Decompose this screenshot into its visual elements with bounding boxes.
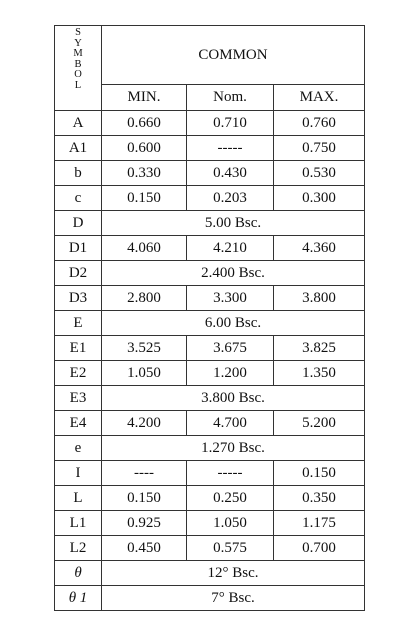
table-row [55,186,365,211]
common-header: COMMON [102,26,365,85]
nom-column-header: Nom. [187,85,274,111]
symbol-cell: b [55,161,102,186]
symbol-header-letter: S [75,27,81,38]
max-value-cell: 3.825 [274,336,365,361]
table-row [55,486,365,511]
symbol-header-letter: L [74,79,82,91]
min-column-header: MIN. [102,85,187,111]
min-value-cell: ---- [102,461,187,486]
min-value-cell: 4.060 [102,236,187,261]
symbol-cell: A [55,111,102,136]
table-row [55,586,365,611]
table-row [55,161,365,186]
max-value-cell: 3.800 [274,286,365,311]
nom-value-cell: 1.200 [187,361,274,386]
max-value-cell: 0.750 [274,136,365,161]
table-row [55,386,365,411]
symbol-cell: θ 1 [55,586,102,611]
min-value-cell: 0.600 [102,136,187,161]
max-value-cell: 1.350 [274,361,365,386]
symbol-cell: E4 [55,411,102,436]
table-row [55,286,365,311]
symbol-header-letter: M [73,48,83,60]
nom-value-cell: 0.575 [187,536,274,561]
symbol-cell: L [55,486,102,511]
max-value-cell: 1.175 [274,511,365,536]
nom-value-cell: 3.675 [187,336,274,361]
nom-value-cell: ----- [187,461,274,486]
table-row [55,211,365,236]
min-value-cell: 0.150 [102,486,187,511]
table-row [55,236,365,261]
symbol-cell: L1 [55,511,102,536]
table-row [55,436,365,461]
table-row [55,561,365,586]
bsc-value-cell: 3.800 Bsc. [102,386,365,411]
max-value-cell: 0.760 [274,111,365,136]
min-value-cell: 2.800 [102,286,187,311]
symbol-header [55,26,102,111]
bsc-value-cell: 2.400 Bsc. [102,261,365,286]
table-row [55,136,365,161]
subheader-row [55,85,365,111]
table-row [55,461,365,486]
symbol-header-letter: Y [74,37,82,49]
table-row [55,261,365,286]
table-row [55,336,365,361]
min-value-cell: 0.150 [102,186,187,211]
table-row [55,511,365,536]
symbol-cell: c [55,186,102,211]
dimension-table-body [55,26,365,611]
table-row [55,361,365,386]
table-row [55,411,365,436]
symbol-cell: D2 [55,261,102,286]
symbol-cell: e [55,436,102,461]
symbol-cell: E1 [55,336,102,361]
symbol-cell: D [55,211,102,236]
symbol-cell: D1 [55,236,102,261]
max-value-cell: 0.300 [274,186,365,211]
max-column-header: MAX. [274,85,365,111]
nom-value-cell: 1.050 [187,511,274,536]
min-value-cell: 3.525 [102,336,187,361]
nom-value-cell: 0.203 [187,186,274,211]
max-value-cell: 0.150 [274,461,365,486]
nom-value-cell: 4.210 [187,236,274,261]
nom-value-cell: 0.250 [187,486,274,511]
bsc-value-cell: 12° Bsc. [102,561,365,586]
min-value-cell: 4.200 [102,411,187,436]
min-value-cell: 1.050 [102,361,187,386]
symbol-cell: E [55,311,102,336]
nom-value-cell: 0.430 [187,161,274,186]
symbol-cell: A1 [55,136,102,161]
symbol-cell: E3 [55,386,102,411]
nom-value-cell: ----- [187,136,274,161]
min-value-cell: 0.330 [102,161,187,186]
bsc-value-cell: 5.00 Bsc. [102,211,365,236]
max-value-cell: 5.200 [274,411,365,436]
bsc-value-cell: 6.00 Bsc. [102,311,365,336]
bsc-value-cell: 7° Bsc. [102,586,365,611]
nom-value-cell: 4.700 [187,411,274,436]
max-value-cell: 0.530 [274,161,365,186]
symbol-cell: θ [55,561,102,586]
table-row [55,111,365,136]
symbol-cell: L2 [55,536,102,561]
dimension-table [54,25,365,611]
max-value-cell: 0.350 [274,486,365,511]
symbol-header-letter: B [74,58,82,70]
max-value-cell: 4.360 [274,236,365,261]
min-value-cell: 0.925 [102,511,187,536]
symbol-cell: D3 [55,286,102,311]
nom-value-cell: 0.710 [187,111,274,136]
min-value-cell: 0.450 [102,536,187,561]
table-row [55,536,365,561]
bsc-value-cell: 1.270 Bsc. [102,436,365,461]
nom-value-cell: 3.300 [187,286,274,311]
min-value-cell: 0.660 [102,111,187,136]
table-row [55,311,365,336]
header-row [55,26,365,85]
symbol-header-letter: O [74,69,82,81]
symbol-cell: I [55,461,102,486]
symbol-cell: E2 [55,361,102,386]
max-value-cell: 0.700 [274,536,365,561]
